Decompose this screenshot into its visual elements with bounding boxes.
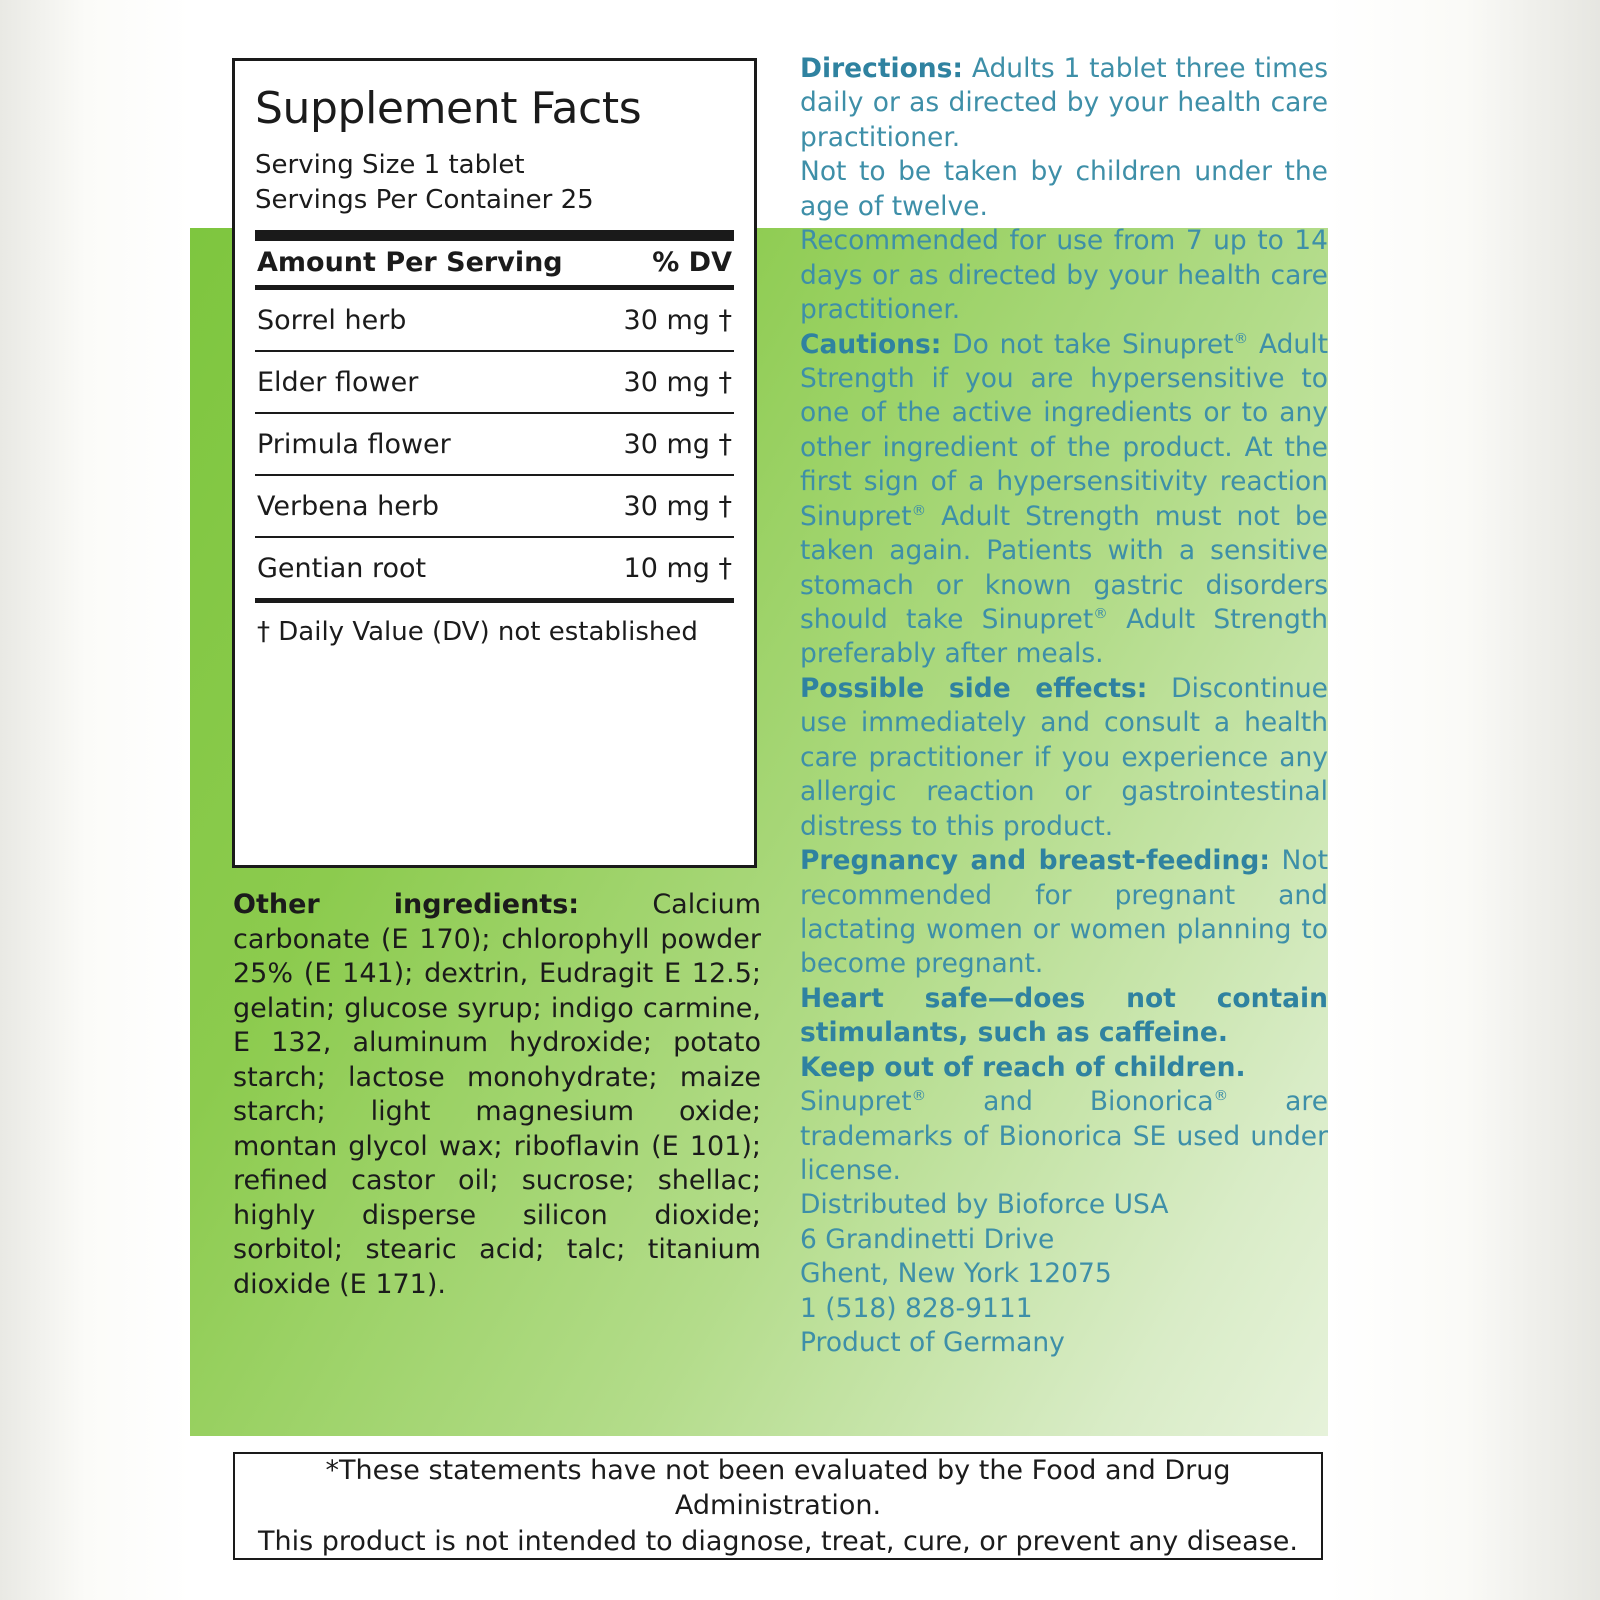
daily-value-footnote: † Daily Value (DV) not established <box>257 617 698 648</box>
divider-thick-top <box>255 230 734 241</box>
cautions-text-3: Adult Strength must not be taken again. Patients with a sensitive stomach or known gastric disorders should take Sinupret <box>800 500 1328 635</box>
trademark-text-2: and Bionorica <box>926 1086 1214 1118</box>
registered-mark-icon: ® <box>1233 329 1249 347</box>
trademark-text-3: are trademarks of Bionorica SE used under license. <box>800 1086 1328 1186</box>
trademark-paragraph <box>800 1085 1328 1188</box>
carton-left-edge <box>0 0 190 1600</box>
registered-mark-icon: ® <box>1213 1087 1229 1105</box>
pregnancy-label: Pregnancy and breast-feeding: <box>800 845 1270 877</box>
percent-dv-label: % DV <box>652 247 732 279</box>
side-effects-paragraph <box>800 672 1328 844</box>
table-row <box>255 476 734 536</box>
ingredient-amount: 30 mg † <box>623 367 732 399</box>
cautions-text-1: Do not take Sinupret <box>941 328 1234 360</box>
directions-paragraph <box>800 52 1328 155</box>
heart-safe-statement: Heart safe—does not contain stimulants, such as caffeine. <box>800 982 1328 1049</box>
fda-disclaimer-text <box>235 1453 1321 1560</box>
ingredient-amount: 30 mg † <box>623 305 732 337</box>
other-ingredients-label: Other ingredients: <box>233 889 580 920</box>
other-ingredients-block <box>233 888 761 1303</box>
cautions-text-2: Adult Strength if you are hypersensitive to one of the active ingredients or to any other ingredient of the product. At the first sign of a hypersensitivity reaction Sinupret <box>800 328 1328 532</box>
carton-right-edge <box>1328 0 1600 1600</box>
pregnancy-text: Not recommended for pregnant and lactating women or women planning to become pregnant. <box>800 845 1328 980</box>
table-row <box>255 538 734 598</box>
ingredient-name: Sorrel herb <box>257 305 407 337</box>
side-effects-label: Possible side effects: <box>800 672 1148 704</box>
distributor-line: Distributed by Bioforce USA <box>800 1189 1169 1221</box>
ingredient-amount: 30 mg † <box>623 491 732 523</box>
registered-mark-icon: ® <box>1093 605 1108 623</box>
ingredient-name: Elder flower <box>257 367 419 399</box>
ingredient-name: Primula flower <box>257 429 451 461</box>
ingredient-amount: 30 mg † <box>623 429 732 461</box>
pregnancy-paragraph <box>800 844 1328 982</box>
servings-per-container-line: Servings Per Container 25 <box>255 184 594 215</box>
trademark-text-1: Sinupret <box>800 1086 912 1118</box>
keep-out-of-reach-statement: Keep out of reach of children. <box>800 1051 1246 1083</box>
address-street: 6 Grandinetti Drive <box>800 1223 1055 1255</box>
supplement-facts-title: Supplement Facts <box>255 83 642 134</box>
directions-text: Adults 1 tablet three times daily or as directed by your health care practitioner. <box>800 53 1328 153</box>
serving-size-line: Serving Size 1 tablet <box>255 150 525 180</box>
directions-label: Directions: <box>800 53 964 84</box>
side-effects-text: Discontinue use immediately and consult a health care practitioner if you experience any allergic reaction or gastrointestinal distress to this product. <box>800 672 1328 842</box>
phone-number: 1 (518) 828-9111 <box>800 1292 1033 1324</box>
address-city-state-zip: Ghent, New York 12075 <box>800 1258 1112 1290</box>
cautions-label: Cautions: <box>800 328 942 360</box>
fda-disclaimer-line1: *These statements have not been evaluated by the Food and Drug Administration. <box>325 1454 1231 1522</box>
children-warning-paragraph: Not to be taken by children under the age of twelve. <box>800 156 1328 222</box>
other-ingredients-text: Calcium carbonate (E 170); chlorophyll powder 25% (E 141); dextrin, Eudragit E 12.5; gelatin; glucose syrup; indigo carmine, E 132, aluminum hydroxide; potato starch; lactose monohydrate; maize starch; light magnesium oxide; montan glycol wax; riboflavin (E 101); refined castor oil; sucrose; shellac; highly disperse silicon dioxide; sorbitol; stearic acid; talc; titanium dioxide (E 171). <box>233 889 761 1301</box>
country-of-origin: Product of Germany <box>800 1327 1065 1359</box>
table-header-row <box>255 241 734 285</box>
directions-column <box>800 52 1328 1361</box>
table-row <box>255 414 734 474</box>
ingredient-name: Verbena herb <box>257 491 440 523</box>
registered-mark-icon: ® <box>911 1087 927 1105</box>
fda-disclaimer-box <box>233 1452 1323 1560</box>
cautions-text-4: Adult Strength preferably after meals. <box>800 604 1328 670</box>
registered-mark-icon: ® <box>911 501 927 519</box>
fda-disclaimer-line2: This product is not intended to diagnose, treat, cure, or prevent any disease. <box>258 1525 1298 1557</box>
amount-per-serving-label: Amount Per Serving <box>257 247 563 279</box>
ingredient-name: Gentian root <box>257 553 427 585</box>
ingredient-amount: 10 mg † <box>623 553 732 585</box>
cautions-paragraph <box>800 328 1328 672</box>
table-row <box>255 352 734 412</box>
supplement-facts-panel <box>232 58 757 868</box>
table-row <box>255 290 734 350</box>
recommended-use-paragraph: Recommended for use from 7 up to 14 days or as directed by your health care practitioner. <box>800 225 1328 326</box>
